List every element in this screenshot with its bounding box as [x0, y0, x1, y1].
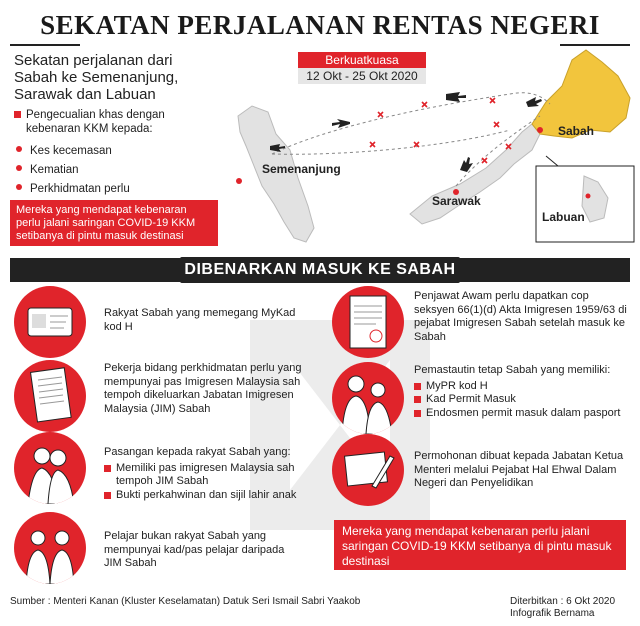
list-item: Penjawat Awam perlu dapatkan cop seksyen 66(1)(d) Akta Imigresen 1959/63 di pejabat Imigresen Sabah setelah masuk ke Sabah [414, 290, 627, 343]
footer-source: Sumber : Menteri Kanan (Kluster Keselamatan) Datuk Seri Ismail Sabri Yaakob [10, 596, 361, 607]
list-item: Pekerja bidang perkhidmatan perlu yang mempunyai pas Imigresen Malaysia sah tempoh dikeluarkan Jabatan Imigresen Malaysia (JIM) Sabah [104, 362, 302, 415]
bullet-icon [16, 184, 22, 190]
exceptions-list [16, 142, 206, 199]
map-label-semenanjung: Semenanjung [262, 162, 341, 176]
screening-note-bottom: Mereka yang mendapat kebenaran perlu jalani saringan COVID-19 KKM setibanya di pintu masuk destinasi [334, 520, 626, 570]
document-illustration [14, 360, 86, 432]
square-bullet-icon [414, 410, 421, 417]
exceptions-heading [14, 108, 214, 136]
location-marker-icon [537, 127, 543, 133]
flight-path [272, 93, 550, 154]
stamp-document-illustration [332, 286, 404, 358]
application-form-illustration [332, 434, 404, 506]
intro-text: Sekatan perjalanan dari Sabah ke Semenanjung, Sarawak dan Labuan [14, 52, 179, 103]
square-bullet-icon [14, 111, 21, 118]
map-label-sarawak: Sarawak [432, 194, 481, 208]
effective-label: Berkuatkuasa [298, 52, 426, 68]
sarawak-shape [410, 124, 540, 224]
list-item: Pelajar bukan rakyat Sabah yang mempunyai kad/pas pelajar daripada JIM Sabah [104, 530, 285, 569]
square-bullet-icon [414, 383, 421, 390]
couple-illustration [14, 432, 86, 504]
location-marker-icon [586, 194, 591, 199]
list-item: Rakyat Sabah yang memegang MyKad kod H [104, 307, 296, 333]
list-item: Pemastautin tetap Sabah yang memiliki: MyPR kod H Kad Permit Masuk Endosmen permit masuk dalam pasport [414, 364, 621, 419]
blocked-marks [370, 98, 511, 163]
footer-date: Diterbitkan : 6 Okt 2020 [510, 596, 616, 607]
location-marker-icon [236, 178, 242, 184]
airplane-icon [446, 92, 466, 102]
list-item: Pasangan kepada rakyat Sabah yang: Memiliki pas imigresen Malaysia sah tempoh JIM Sabah Bukti perkahwinan dan sijil lahir anak [104, 446, 297, 501]
screening-note-top: Mereka yang mendapat kebenaran perlu jalani saringan COVID-19 KKM setibanya di pintu masuk destinasi [10, 200, 218, 246]
bullet-icon [16, 165, 22, 171]
map-label-labuan: Labuan [542, 210, 585, 224]
square-bullet-icon [104, 465, 111, 472]
list-item: Permohonan dibuat kepada Jabatan Ketua Menteri melalui Pejabat Hal Ehwal Dalam Negeri dan Penyelidikan [414, 450, 624, 489]
map-label-sabah: Sabah [558, 124, 595, 138]
footer-credit: Infografik Bernama [510, 608, 595, 619]
footer-meta [510, 596, 634, 620]
airplane-icon [526, 97, 542, 107]
bullet-icon [16, 146, 22, 152]
effective-date-badge [298, 52, 426, 84]
square-bullet-icon [104, 492, 111, 499]
list-item: Kematian [16, 161, 206, 180]
title-rule-left [10, 44, 80, 46]
students-illustration [14, 512, 86, 584]
airplane-icon [460, 157, 473, 172]
page-title: SEKATAN PERJALANAN RENTAS NEGERI [40, 10, 600, 40]
section-title: DIBENARKAN MASUK KE SABAH [180, 257, 460, 283]
square-bullet-icon [414, 396, 421, 403]
list-item: Perkhidmatan perlu [16, 180, 206, 199]
mykad-illustration [14, 286, 86, 358]
exceptions-heading-text: Pengecualian khas dengan kebenaran KKM kepada: [26, 109, 165, 135]
list-item: Kes kecemasan [16, 142, 206, 161]
effective-dates: 12 Okt - 25 Okt 2020 [298, 68, 426, 84]
family-illustration [332, 362, 404, 434]
